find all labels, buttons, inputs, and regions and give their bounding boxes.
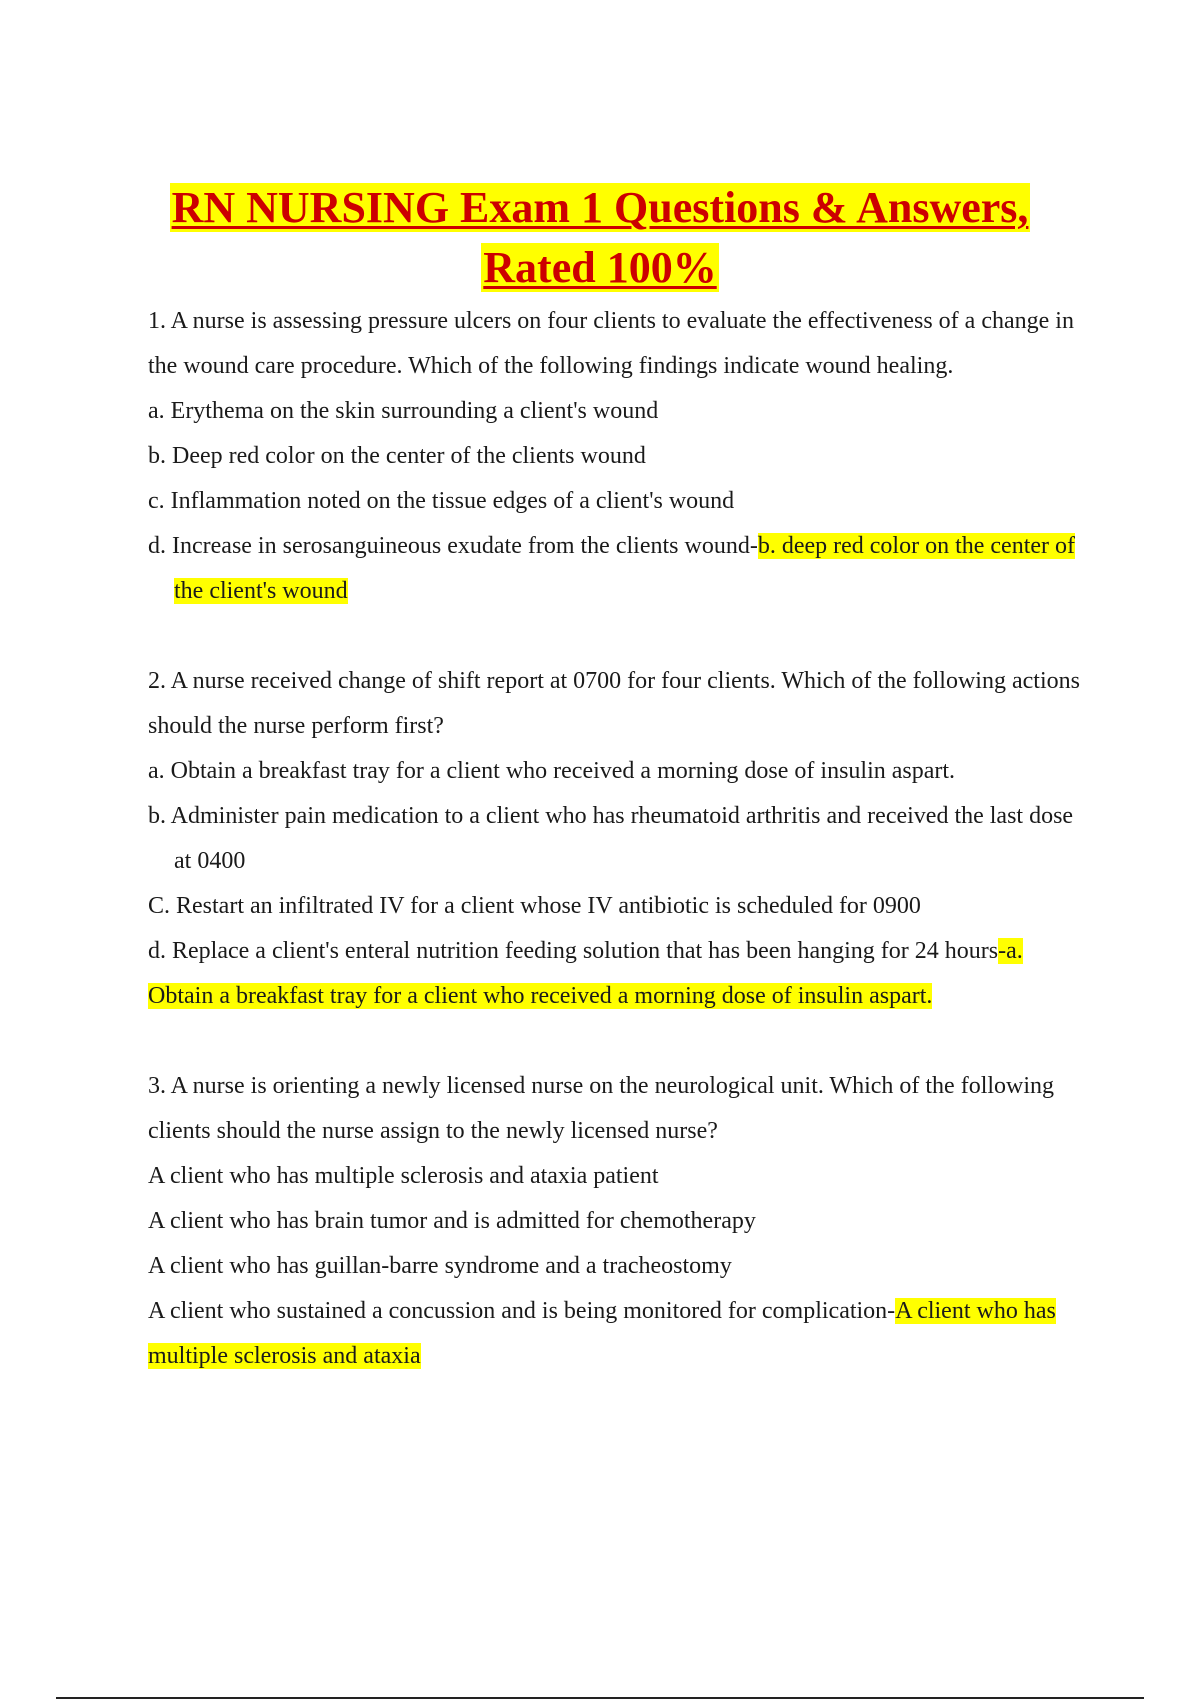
answer-highlight: b. deep red color on the center of the client's wound [174, 533, 1076, 604]
document-body [148, 299, 1088, 1379]
question-3 [148, 1064, 1088, 1379]
title-line-2: Rated 100% [483, 243, 717, 292]
option-4: A client who sustained a concussion and is being monitored for complication-A client who has multiple sclerosis and ataxia [148, 1298, 1056, 1369]
option-a: a. Erythema on the skin surrounding a client's wound [148, 398, 659, 424]
option-b: b. Deep red color on the center of the clients wound [148, 443, 646, 469]
question-1 [148, 299, 1088, 614]
option-b: b. Administer pain medication to a client who has rheumatoid arthritis and received the last dose at 0400 [148, 803, 1074, 874]
question-stem: 1. A nurse is assessing pressure ulcers on four clients to evaluate the effectiveness of a change in the wound care procedure. Which of the following findings indicate wound healing. [148, 308, 1074, 379]
title-line-1: RN NURSING Exam 1 Questions & Answers, [171, 183, 1029, 232]
question-2 [148, 659, 1088, 1019]
option-c: C. Restart an infiltrated IV for a client whose IV antibiotic is scheduled for 0900 [148, 893, 921, 919]
answer-highlight: -a. Obtain a breakfast tray for a client who received a morning dose of insulin aspart. [148, 938, 1023, 1009]
option-d: d. Replace a client's enteral nutrition feeding solution that has been hanging for 24 hours-a. Obtain a breakfast tray for a client who received a morning dose of insulin aspart. [148, 938, 1023, 1009]
question-stem: 2. A nurse received change of shift report at 0700 for four clients. Which of the following actions should the nurse perform first? [148, 668, 1080, 739]
document-title [0, 178, 1200, 298]
option-1: A client who has multiple sclerosis and ataxia patient [148, 1163, 659, 1189]
question-stem: 3. A nurse is orienting a newly licensed nurse on the neurological unit. Which of the following clients should the nurse assign to the newly licensed nurse? [148, 1073, 1055, 1144]
option-c: c. Inflammation noted on the tissue edges of a client's wound [148, 488, 735, 514]
option-a: a. Obtain a breakfast tray for a client who received a morning dose of insulin aspart. [148, 758, 956, 784]
option-d: d. Increase in serosanguineous exudate from the clients wound-b. deep red color on the center of the client's wound [148, 533, 1076, 604]
answer-highlight: A client who has multiple sclerosis and ataxia [148, 1298, 1056, 1369]
page-bottom-rule [56, 1697, 1144, 1699]
option-3: A client who has guillan-barre syndrome and a tracheostomy [148, 1253, 732, 1279]
option-2: A client who has brain tumor and is admitted for chemotherapy [148, 1208, 756, 1234]
